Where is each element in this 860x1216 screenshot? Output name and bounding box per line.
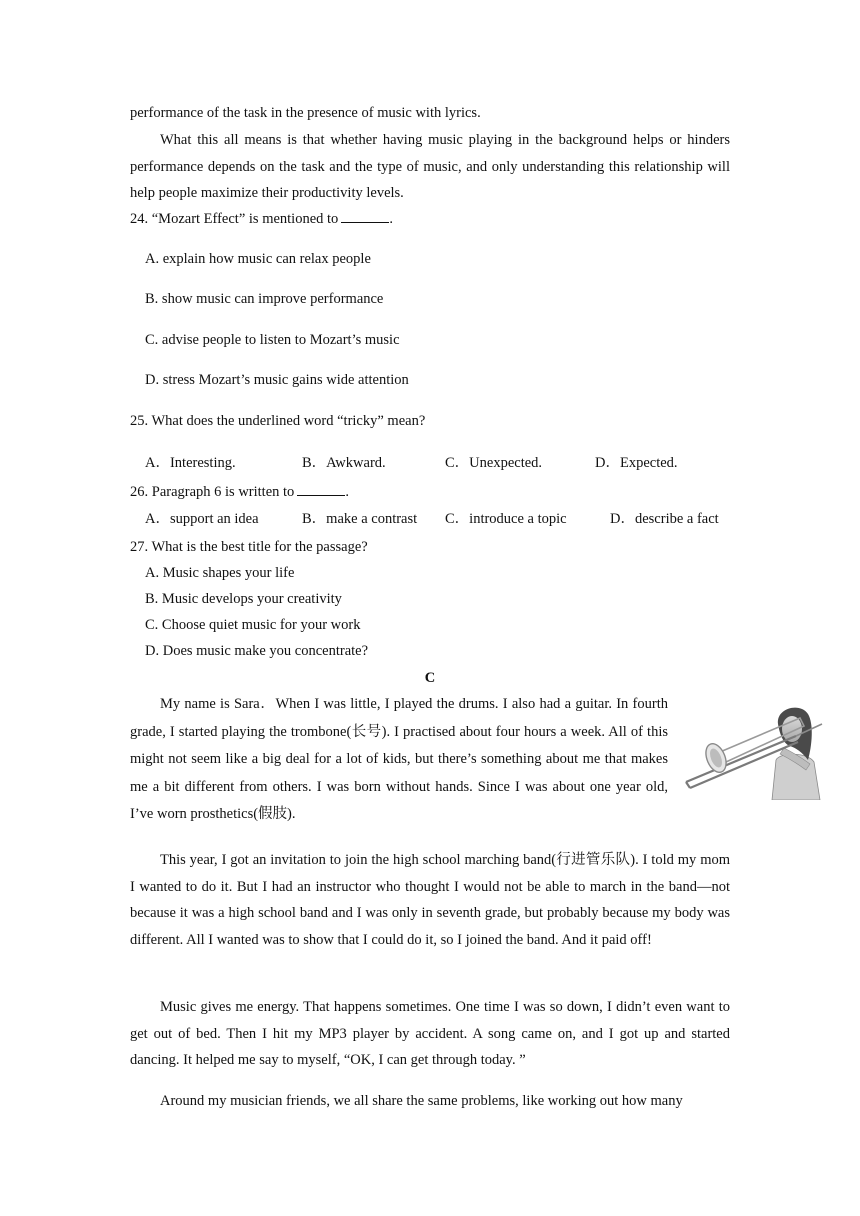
question-27-option-a: A. Music shapes your life bbox=[145, 565, 295, 581]
passage-b-line: performance of the task in the presence of music with lyrics. bbox=[130, 105, 481, 121]
trombone-player-illustration bbox=[680, 702, 826, 800]
passage-b-paragraph: What this all means is that whether having music playing in the background helps or hinders performance depends on the task and the type of music, and only understanding this relationship will help people maximize their productivity levels. bbox=[130, 132, 730, 201]
passage-c-heading: C bbox=[424, 670, 436, 686]
question-25-stem: 25. What does the underlined word “tricky” mean? bbox=[130, 413, 426, 429]
question-27-stem: 27. What is the best title for the passage? bbox=[130, 539, 368, 555]
question-24-option-c: C. advise people to listen to Mozart’s music bbox=[145, 332, 400, 348]
question-27-option-d: D. Does music make you concentrate? bbox=[145, 643, 369, 659]
question-27-option-c: C. Choose quiet music for your work bbox=[145, 617, 361, 633]
question-26-option-d: D．describe a fact bbox=[610, 511, 719, 527]
question-25-option-d: D．Expected. bbox=[595, 455, 678, 471]
question-26-option-c: C．introduce a topic bbox=[445, 511, 567, 527]
answer-blank bbox=[341, 209, 389, 223]
question-25-option-b: B．Awkward. bbox=[302, 455, 386, 471]
question-26-option-a: A．support an idea bbox=[145, 511, 259, 527]
question-26-option-b: B．make a contrast bbox=[302, 511, 418, 527]
question-25-option-a: A．Interesting. bbox=[145, 455, 236, 471]
passage-c-paragraph-1: My name is Sara．When I was little, I played the drums. I also had a guitar. In fourth grade, I started playing the trombone(长号). I practised about four hours a week. All of this might not seem like a big deal for a lot of kids, but there’s something about me that makes me a bit different from others. I was born without hands. Since I was about one year old, I’ve worn prosthetics(假肢). bbox=[130, 696, 668, 822]
question-24-stem: 24. “Mozart Effect” is mentioned to . bbox=[130, 211, 393, 227]
question-25-option-c: C．Unexpected. bbox=[445, 455, 543, 471]
question-27-option-b: B. Music develops your creativity bbox=[145, 591, 342, 607]
question-24-option-b: B. show music can improve performance bbox=[145, 291, 384, 307]
passage-c-paragraph-2: This year, I got an invitation to join the high school marching band(行进管乐队). I told my mom I wanted to do it. But I had an instructor who thought I would not be able to march in the band—not because it was a high school band and I was only in seventh grade, but probably because my body was different. All I wanted was to show that I could do it, so I joined the band. And it paid off! bbox=[130, 852, 730, 948]
answer-blank bbox=[297, 482, 345, 496]
question-24-option-a: A. explain how music can relax people bbox=[145, 251, 371, 267]
question-26-stem: 26. Paragraph 6 is written to . bbox=[130, 484, 349, 500]
passage-c-paragraph-4: Around my musician friends, we all share the same problems, like working out how many bbox=[160, 1093, 683, 1109]
passage-c-paragraph-3: Music gives me energy. That happens sometimes. One time I was so down, I didn’t even want to get out of bed. Then I hit my MP3 player by accident. A song came on, and I got up and started dancing. It helped me say to myself, “OK, I can get through today. ” bbox=[130, 999, 730, 1068]
question-24-option-d: D. stress Mozart’s music gains wide attention bbox=[145, 372, 409, 388]
